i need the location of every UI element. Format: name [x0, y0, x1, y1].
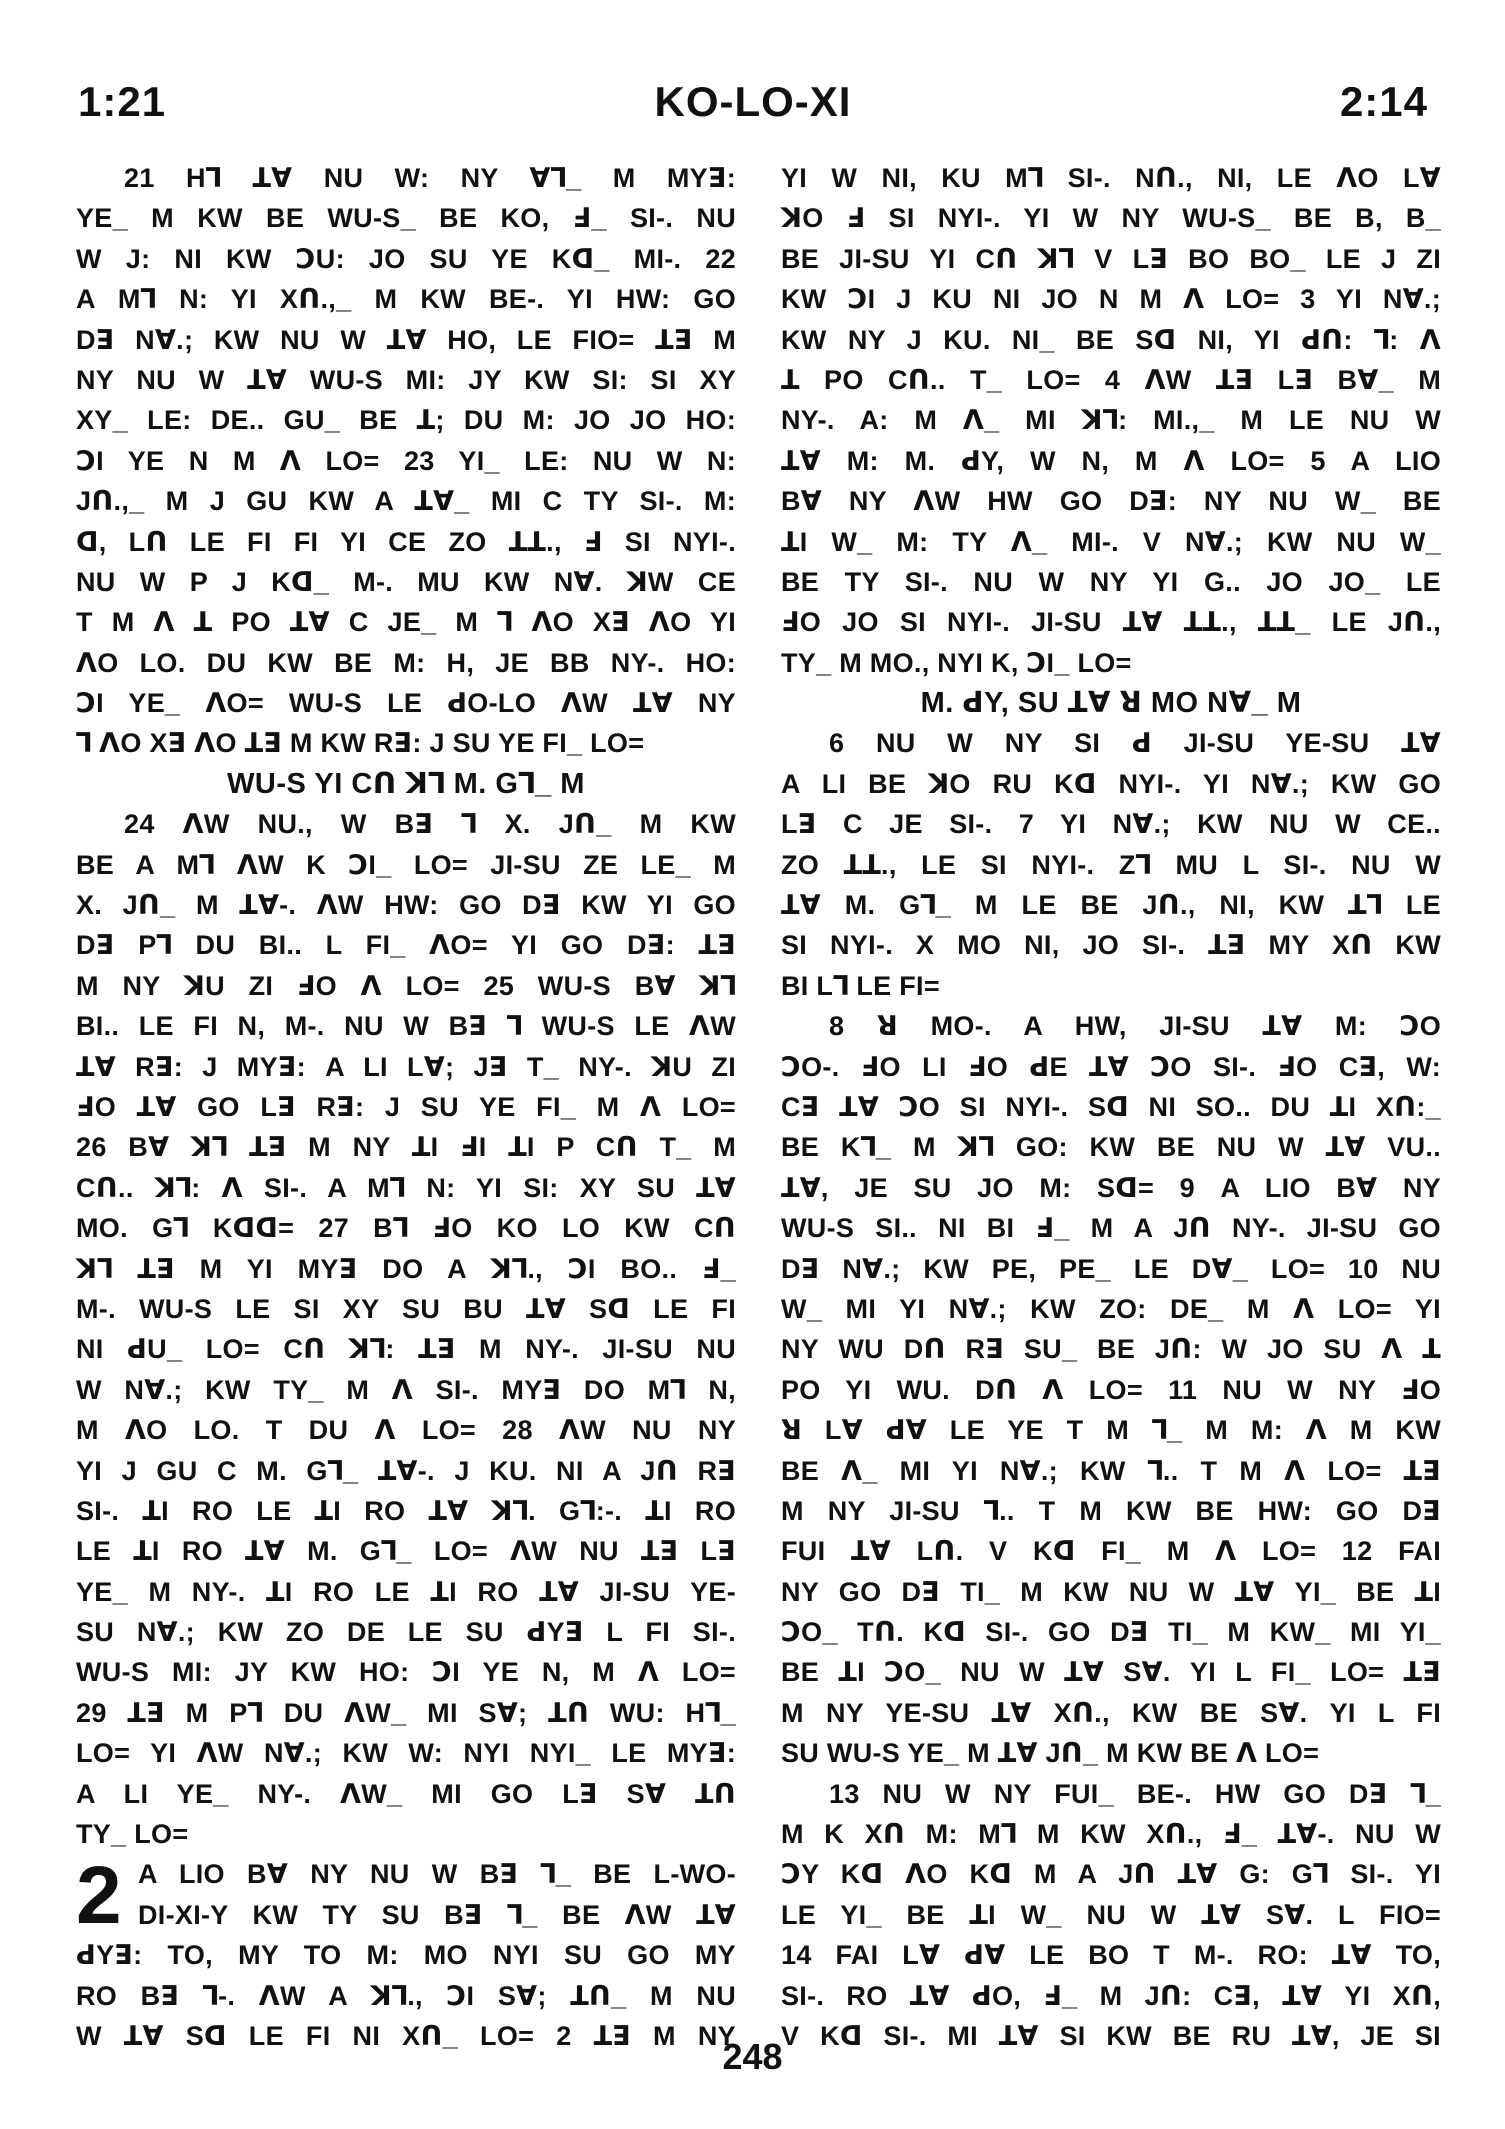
- text-line: 26 Bꓯ ꓘꓶ ꓕꓱ M NY ꓕI ꓞI ꓕI P Cꓵ T_ M: [76, 1132, 736, 1163]
- text-line: T M ꓥ ꓕ PO ꓕꓯ C JE_ M ꓶ ꓥO Xꓱ ꓥO YI: [76, 607, 736, 638]
- text-line: ꓛI YE_ ꓥO= WU-S LE ꓒO-LO ꓥW ꓕꓯ NY: [76, 688, 736, 719]
- text-line: ꓕꓯ M. Gꓶ_ M LE BE Jꓵ., NI, KW ꓕꓶ LE: [781, 890, 1441, 921]
- text-line: Jꓵ.,_ M J GU KW A ꓕꓯ_ MI C TY SI-. M:: [76, 486, 736, 517]
- text-line: LO= YI ꓥW Nꓯ.; KW W: NYI NYI_ LE MYꓱ:: [76, 1738, 736, 1769]
- text-line: W ꓕꓯ Sꓷ LE FI NI Xꓵ_ LO= 2 ꓕꓱ M NY: [76, 2020, 736, 2051]
- book-title: KO-LO-XI: [654, 78, 852, 125]
- right-column: [781, 158, 1441, 2051]
- text-line: 6 NU W NY SI ꓒ JI-SU YE-SU ꓕꓯ: [829, 728, 1441, 759]
- text-line: XY_ LE: DE.. GU_ BE ꓕ; DU M: JO JO HO:: [76, 405, 736, 436]
- text-line: Cꓱ ꓕꓯ ꓛO SI NYI-. Sꓷ NI SO.. DU ꓕI Xꓵ:_: [781, 1091, 1441, 1122]
- text-line: A Mꓶ N: YI Xꓵ.,_ M KW BE-. YI HW: GO: [76, 284, 736, 315]
- verse-range-start: 1:21: [78, 78, 167, 125]
- text-line: M K Xꓵ M: Mꓶ M KW Xꓵ., ꓞ_ ꓕꓯ-. NU W: [781, 1819, 1441, 1850]
- text-line: ꓕꓯ, JE SU JO M: Sꓷ= 9 A LIO Bꓯ NY: [781, 1172, 1441, 1203]
- text-line: ꓒYꓱ: TO, MY TO M: MO NYI SU GO MY: [76, 1940, 736, 1971]
- text-line: SU WU-S YE_ M ꓕꓯ Jꓵ_ M KW BE ꓥ LO=: [781, 1738, 1320, 1769]
- text-line: Dꓱ Nꓯ.; KW PE, PE_ LE Dꓯ_ LO= 10 NU: [781, 1253, 1441, 1284]
- text-line: TY_ LO=: [76, 1819, 189, 1850]
- text-line: NY WU Dꓵ Rꓱ SU_ BE Jꓵ: W JO SU ꓥ ꓕ: [781, 1334, 1441, 1365]
- text-line: YE_ M KW BE WU-S_ BE KO, ꓞ_ SI-. NU: [76, 203, 736, 234]
- text-line: SI-. ꓕI RO LE ꓕI RO ꓕꓯ ꓘꓶ. Gꓶ:-. ꓕI RO: [76, 1495, 736, 1526]
- text-line: ꓶ ꓥO Xꓱ ꓥO ꓕꓱ M KW Rꓱ: J SU YE FI_ LO=: [76, 728, 645, 759]
- text-line: ꓷ, Lꓵ LE FI FI YI CE ZO ꓕꓕ., ꓞ SI NYI-.: [76, 526, 736, 557]
- text-line: WU-S MI: JY KW HO: ꓛI YE N, M ꓥ LO=: [76, 1657, 736, 1688]
- text-line: Lꓱ C JE SI-. 7 YI Nꓯ.; KW NU W CE..: [781, 809, 1441, 840]
- text-line: BE TY SI-. NU W NY YI G.. JO JO_ LE: [781, 566, 1441, 597]
- page-header: [78, 78, 1428, 138]
- text-line: 8 ꓤ MO-. A HW, JI-SU ꓕꓯ M: ꓛO: [829, 1011, 1441, 1042]
- text-line: Bꓯ NY ꓥW HW GO Dꓱ: NY NU W_ BE: [781, 486, 1441, 517]
- text-line: ꓕI W_ M: TY ꓥ_ MI-. V Nꓯ.; KW NU W_: [781, 526, 1441, 557]
- text-line: YE_ M NY-. ꓕI RO LE ꓕI RO ꓕꓯ JI-SU YE-: [76, 1576, 736, 1607]
- text-line: ꓛO-. ꓞO LI ꓞO ꓒE ꓕꓯ ꓛO SI-. ꓞO Cꓱ, W:: [781, 1051, 1441, 1082]
- text-line: ꓘO ꓞ SI NYI-. YI W NY WU-S_ BE B, B_: [781, 203, 1441, 234]
- verse-range-end: 2:14: [1339, 78, 1428, 125]
- text-line: 13 NU W NY FUI_ BE-. HW GO Dꓱ ꓶ_: [829, 1778, 1441, 1809]
- text-line: M-. WU-S LE SI XY SU BU ꓕꓯ Sꓷ LE FI: [76, 1293, 736, 1324]
- text-line: SU Nꓯ.; KW ZO DE LE SU ꓒYꓱ L FI SI-.: [76, 1617, 736, 1648]
- text-line: ꓛI YE N M ꓥ LO= 23 YI_ LE: NU W N:: [76, 445, 736, 476]
- text-line: NY NU W ꓕꓯ WU-S MI: JY KW SI: SI XY: [76, 364, 736, 395]
- text-line: WU-S SI.. NI BI ꓞ_ M A Jꓵ NY-. JI-SU GO: [781, 1213, 1441, 1244]
- text-line: NY-. A: M ꓥ_ MI ꓘꓶ: MI.,_ M LE NU W: [781, 405, 1441, 436]
- left-column: [76, 158, 736, 2051]
- page-number: 248: [722, 2036, 783, 2077]
- text-line: Dꓱ Pꓶ DU BI.. L FI_ ꓥO= YI GO Dꓱ: ꓕꓱ: [76, 930, 736, 961]
- text-line: M NY YE-SU ꓕꓯ Xꓵ., KW BE Sꓯ. YI L FI: [781, 1697, 1441, 1728]
- text-line: BE A Mꓶ ꓥW K ꓛI_ LO= JI-SU ZE LE_ M: [76, 849, 736, 880]
- text-line: Dꓱ Nꓯ.; KW NU W ꓕꓯ HO, LE FIO= ꓕꓱ M: [76, 324, 736, 355]
- text-line: KW ꓛI J KU NI JO N M ꓥ LO= 3 YI Nꓯ.;: [781, 284, 1441, 315]
- text-line: BE ꓥ_ MI YI Nꓯ.; KW ꓶ.. T M ꓥ LO= ꓕꓱ: [781, 1455, 1441, 1486]
- text-line: X. Jꓵ_ M ꓕꓯ-. ꓥW HW: GO Dꓱ KW YI GO: [76, 890, 736, 921]
- text-line: A LIO Bꓯ NY NU W Bꓱ ꓶ_ BE L-WO-: [138, 1859, 736, 1890]
- text-line: ꓞO JO SI NYI-. JI-SU ꓕꓯ ꓕꓕ., ꓕꓕ_ LE Jꓵ.,: [781, 607, 1441, 638]
- text-line: ꓕꓯ M: M. ꓒY, W N, M ꓥ LO= 5 A LIO: [781, 445, 1441, 476]
- text-line: M NY JI-SU ꓶ.. T M KW BE HW: GO Dꓱ: [781, 1495, 1441, 1526]
- text-line: ꓥO LO. DU KW BE M: H, JE BB NY-. HO:: [76, 647, 736, 678]
- text-line: ꓞO ꓕꓯ GO Lꓱ Rꓱ: J SU YE FI_ M ꓥ LO=: [76, 1091, 736, 1122]
- chapter-start: [76, 1850, 736, 1942]
- text-line: ꓤ Lꓯ ꓒꓯ LE YE T M ꓶ_ M M: ꓥ M KW: [781, 1415, 1441, 1446]
- text-line: W J: NI KW ꓛU: JO SU YE Kꓷ_ MI-. 22: [76, 243, 736, 274]
- text-line: BE JI-SU YI Cꓵ ꓘꓶ V Lꓱ BO BO_ LE J ZI: [781, 243, 1441, 274]
- text-line: FUI ꓕꓯ Lꓵ. V Kꓷ FI_ M ꓥ LO= 12 FAI: [781, 1536, 1441, 1567]
- text-line: SI NYI-. X MO NI, JO SI-. ꓕꓱ MY Xꓵ KW: [781, 930, 1441, 961]
- text-line: NI ꓒU_ LO= Cꓵ ꓘꓶ: ꓕꓱ M NY-. JI-SU NU: [76, 1334, 736, 1365]
- text-line: BE Kꓶ_ M ꓘꓶ GO: KW BE NU W ꓕꓯ VU..: [781, 1132, 1441, 1163]
- text-line: ZO ꓕꓕ., LE SI NYI-. Zꓶ MU L SI-. NU W: [781, 849, 1441, 880]
- text-line: MO. Gꓶ Kꓷꓷ= 27 Bꓶ ꓞO KO LO KW Cꓵ: [76, 1213, 736, 1244]
- text-line: RO Bꓱ ꓶ-. ꓥW A ꓘꓶ., ꓛI Sꓯ; ꓕꓵ_ M NU: [76, 1980, 736, 2011]
- text-line: YI J GU C M. Gꓶ_ ꓕꓯ-. J KU. NI A Jꓵ Rꓱ: [76, 1455, 736, 1486]
- text-line: DI-XI-Y KW TY SU Bꓱ ꓶ_ BE ꓥW ꓕꓯ: [138, 1899, 736, 1930]
- section-heading: M. ꓒY, SU ꓕꓯ ꓤ MO Nꓯ_ M: [920, 687, 1302, 720]
- text-line: ꓛO_ Tꓵ. Kꓷ SI-. GO Dꓱ TI_ M KW_ MI YI_: [781, 1617, 1441, 1648]
- chapter-number: 2: [76, 1850, 122, 1942]
- text-line: A LI BE ꓘO RU Kꓷ NYI-. YI Nꓯ.; KW GO: [781, 768, 1441, 799]
- text-line: NU W P J Kꓷ_ M-. MU KW Nꓯ. ꓘW CE: [76, 566, 736, 597]
- text-line: A LI YE_ NY-. ꓥW_ MI GO Lꓱ Sꓯ ꓕꓵ: [76, 1778, 736, 1809]
- text-line: PO YI WU. Dꓵ ꓥ LO= 11 NU W NY ꓞO: [781, 1374, 1441, 1405]
- text-line: ꓕꓯ Rꓱ: J MYꓱ: A LI Lꓯ; Jꓱ T_ NY-. ꓘU ZI: [76, 1051, 736, 1082]
- text-line: 29 ꓕꓱ M Pꓶ DU ꓥW_ MI Sꓯ; ꓕꓵ WU: Hꓶ_: [76, 1697, 736, 1728]
- text-line: BI.. LE FI N, M-. NU W Bꓱ ꓶ WU-S LE ꓥW: [76, 1011, 736, 1042]
- text-line: ꓘꓶ ꓕꓱ M YI MYꓱ DO A ꓘꓶ., ꓛI BO.. ꓞ_: [76, 1253, 736, 1284]
- text-line: 24 ꓥW NU., W Bꓱ ꓶ X. Jꓵ_ M KW: [124, 809, 736, 840]
- text-line: TY_ M MO., NYI K, ꓛI_ LO=: [781, 647, 1132, 678]
- text-line: Cꓵ.. ꓘꓶ: ꓥ SI-. A Mꓶ N: YI SI: XY SU ꓕꓯ: [76, 1172, 736, 1203]
- text-line: W Nꓯ.; KW TY_ M ꓥ SI-. MYꓱ DO Mꓶ N,: [76, 1374, 736, 1405]
- text-line: 14 FAI Lꓯ ꓒꓯ LE BO T M-. RO: ꓕꓯ TO,: [781, 1940, 1441, 1971]
- text-columns: [76, 158, 1441, 2051]
- text-line: SI-. RO ꓕꓯ ꓒO, ꓞ_ M Jꓵ: Cꓱ, ꓕꓯ YI Xꓵ,: [781, 1980, 1441, 2011]
- text-line: BE ꓕI ꓛO_ NU W ꓕꓯ Sꓯ. YI L FI_ LO= ꓕꓱ: [781, 1657, 1441, 1688]
- text-line: ꓛY Kꓷ ꓥO Kꓷ M A Jꓵ ꓕꓯ G: Gꓶ SI-. YI: [781, 1859, 1441, 1890]
- text-line: ꓕ PO Cꓵ.. T_ LO= 4 ꓥW ꓕꓱ Lꓱ Bꓯ_ M: [781, 364, 1441, 395]
- text-line: KW NY J KU. NI_ BE Sꓷ NI, YI ꓒꓵ: ꓶ: ꓥ: [781, 324, 1441, 355]
- text-line: YI W NI, KU Mꓶ SI-. Nꓵ., NI, LE ꓥO Lꓯ: [781, 163, 1441, 193]
- text-line: V Kꓷ SI-. MI ꓕꓯ SI KW BE RU ꓕꓯ, JE SI: [781, 2020, 1441, 2051]
- text-line: LE YI_ BE ꓕI W_ NU W ꓕꓯ Sꓯ. L FIO=: [781, 1899, 1441, 1930]
- text-line: M NY ꓘU ZI ꓞO ꓥ LO= 25 WU-S Bꓯ ꓘꓶ: [76, 970, 736, 1001]
- text-line: BI Lꓶ LE FI=: [781, 970, 940, 1001]
- text-line: NY GO Dꓱ TI_ M KW NU W ꓕꓯ YI_ BE ꓕI: [781, 1576, 1441, 1607]
- text-line: W_ MI YI Nꓯ.; KW ZO: DE_ M ꓥ LO= YI: [781, 1293, 1441, 1324]
- text-line: M ꓥO LO. T DU ꓥ LO= 28 ꓥW NU NY: [76, 1415, 736, 1446]
- text-line: 21 Hꓶ ꓕꓯ NU W: NY ꓯꓶ_ M MYꓱ:: [124, 163, 736, 193]
- section-heading: WU-S YI Cꓵ ꓘꓶ M. Gꓶ_ M: [227, 767, 585, 800]
- text-line: LE ꓕI RO ꓕꓯ M. Gꓶ_ LO= ꓥW NU ꓕꓱ Lꓱ: [76, 1536, 736, 1567]
